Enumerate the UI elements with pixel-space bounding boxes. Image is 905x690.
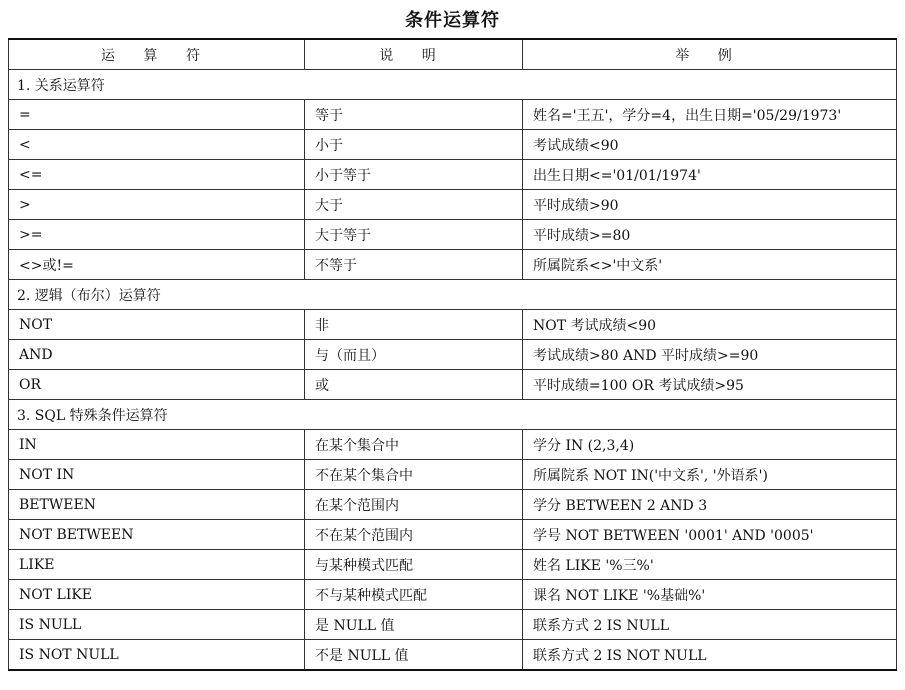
- section-heading: 2. 逻辑（布尔）运算符: [9, 280, 897, 310]
- example-cell: 考试成绩>80 AND 平时成绩>=90: [523, 340, 897, 370]
- example-cell: 平时成绩=100 OR 考试成绩>95: [523, 370, 897, 400]
- description-cell: 不等于: [305, 250, 523, 280]
- section-heading: 3. SQL 特殊条件运算符: [9, 400, 897, 430]
- example-cell: 课名 NOT LIKE '%基础%': [523, 580, 897, 610]
- table-row: [9, 130, 897, 160]
- description-cell: 与（而且）: [305, 340, 523, 370]
- operator-cell: NOT LIKE: [9, 580, 305, 610]
- header-operator: 运 算 符: [9, 39, 305, 70]
- section-heading: 1. 关系运算符: [9, 70, 897, 100]
- table-row: [9, 580, 897, 610]
- example-cell: 所属院系<>'中文系': [523, 250, 897, 280]
- description-cell: 小于等于: [305, 160, 523, 190]
- example-cell: 学号 NOT BETWEEN '0001' AND '0005': [523, 520, 897, 550]
- table-row: [9, 430, 897, 460]
- example-cell: 学分 BETWEEN 2 AND 3: [523, 490, 897, 520]
- description-cell: 不是 NULL 值: [305, 640, 523, 671]
- description-cell: 大于等于: [305, 220, 523, 250]
- operator-cell: IN: [9, 430, 305, 460]
- description-cell: 是 NULL 值: [305, 610, 523, 640]
- operator-cell: <: [9, 130, 305, 160]
- description-cell: 不在某个集合中: [305, 460, 523, 490]
- example-cell: 所属院系 NOT IN('中文系', '外语系'): [523, 460, 897, 490]
- table-row: [9, 370, 897, 400]
- operator-cell: AND: [9, 340, 305, 370]
- operator-cell: OR: [9, 370, 305, 400]
- table-row: [9, 520, 897, 550]
- operator-cell: BETWEEN: [9, 490, 305, 520]
- description-cell: 在某个集合中: [305, 430, 523, 460]
- description-cell: 不在某个范围内: [305, 520, 523, 550]
- header-description: 说 明: [305, 39, 523, 70]
- description-cell: 小于: [305, 130, 523, 160]
- table-header: [9, 39, 897, 70]
- operator-cell: IS NULL: [9, 610, 305, 640]
- table-row: [9, 220, 897, 250]
- operator-cell: NOT IN: [9, 460, 305, 490]
- section-row: [9, 280, 897, 310]
- header-row: [9, 39, 897, 70]
- operator-cell: IS NOT NULL: [9, 640, 305, 671]
- table-body: [9, 70, 897, 671]
- description-cell: 等于: [305, 100, 523, 130]
- example-cell: 联系方式 2 IS NULL: [523, 610, 897, 640]
- example-cell: NOT 考试成绩<90: [523, 310, 897, 340]
- operator-cell: >: [9, 190, 305, 220]
- section-row: [9, 70, 897, 100]
- table-row: [9, 550, 897, 580]
- header-example: 举 例: [523, 39, 897, 70]
- description-cell: 或: [305, 370, 523, 400]
- description-cell: 在某个范围内: [305, 490, 523, 520]
- operator-cell: <=: [9, 160, 305, 190]
- example-cell: 平时成绩>90: [523, 190, 897, 220]
- table-row: [9, 340, 897, 370]
- example-cell: 考试成绩<90: [523, 130, 897, 160]
- example-cell: 出生日期<='01/01/1974': [523, 160, 897, 190]
- operator-cell: =: [9, 100, 305, 130]
- example-cell: 平时成绩>=80: [523, 220, 897, 250]
- description-cell: 与某种模式匹配: [305, 550, 523, 580]
- table-title: 条件运算符: [405, 10, 500, 31]
- table-row: [9, 310, 897, 340]
- description-cell: 大于: [305, 190, 523, 220]
- table-row: [9, 460, 897, 490]
- example-cell: 联系方式 2 IS NOT NULL: [523, 640, 897, 671]
- table-row: [9, 100, 897, 130]
- description-cell: 不与某种模式匹配: [305, 580, 523, 610]
- operator-cell: NOT: [9, 310, 305, 340]
- operator-table: [8, 38, 897, 671]
- operator-cell: >=: [9, 220, 305, 250]
- section-row: [9, 400, 897, 430]
- table-row: [9, 160, 897, 190]
- operator-cell: <>或!=: [9, 250, 305, 280]
- operator-cell: LIKE: [9, 550, 305, 580]
- table-row: [9, 250, 897, 280]
- table-row: [9, 610, 897, 640]
- example-cell: 姓名 LIKE '%三%': [523, 550, 897, 580]
- table-row: [9, 190, 897, 220]
- description-cell: 非: [305, 310, 523, 340]
- operator-cell: NOT BETWEEN: [9, 520, 305, 550]
- table-row: [9, 640, 897, 671]
- example-cell: 学分 IN (2,3,4): [523, 430, 897, 460]
- example-cell: 姓名='王五'，学分=4，出生日期='05/29/1973': [523, 100, 897, 130]
- table-row: [9, 490, 897, 520]
